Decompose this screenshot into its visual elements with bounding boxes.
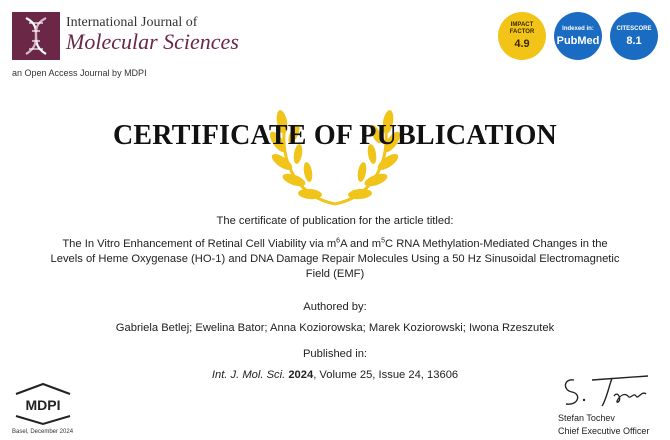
published-in-label: Published in: [302, 348, 368, 360]
citescore-label: CITESCORE [616, 25, 652, 32]
signer-role: Chief Executive Officer [558, 426, 650, 436]
mdpi-logo [12, 382, 74, 426]
authored-by-label: Authored by: [303, 301, 367, 313]
impact-factor-value: 4.9 [514, 38, 530, 50]
citation-details: , Volume 25, Issue 24, 13606 [313, 369, 459, 381]
citescore-badge [610, 12, 658, 60]
journal-tagline: an Open Access Journal by MDPI [12, 68, 147, 78]
article-title-part3: C RNA Methylation-Mediated Changes in the Levels of Heme Oxygenase (HO-1) and DNA Damage Repair Molecules Using a 50 Hz Sinusoidal Electromagnetic Field (EMF) [50, 238, 620, 280]
pubmed-label: Indexed in: [562, 25, 594, 32]
impact-factor-badge [498, 12, 546, 60]
pubmed-badge [554, 12, 602, 60]
certificate-intro: The certificate of publication for the article titled: [216, 215, 454, 227]
journal-logo [12, 12, 60, 60]
dna-helix-icon [12, 12, 60, 60]
authors-list: Gabriela Betlej; Ewelina Bator; Anna Koziorowska; Marek Koziorowski; Iwona Rzeszutek [115, 322, 555, 334]
citation-journal: Int. J. Mol. Sci. [211, 369, 286, 381]
impact-factor-label: IMPACT FACTOR [509, 22, 535, 35]
journal-name [66, 16, 239, 53]
journal-name-line1: International Journal of [66, 15, 198, 30]
journal-name-line2: Molecular Sciences [66, 29, 239, 54]
certificate-title: CERTIFICATE OF PUBLICATION [113, 120, 557, 151]
article-title-sup1: 6 [336, 237, 341, 245]
location-date: Basel, December 2024 [12, 429, 74, 435]
article-title-part1: The In Vitro Enhancement of Retinal Cell Viability via m [62, 238, 337, 250]
article-title-sup2: 5 [381, 237, 386, 245]
citation-year: 2024 [288, 369, 314, 381]
signer-name: Stefan Tochev [558, 413, 615, 423]
article-title-part2: A and m [340, 238, 382, 250]
citescore-value: 8.1 [626, 34, 642, 47]
signature-image [556, 370, 656, 414]
article-title [50, 237, 620, 282]
mdpi-logo-text: MDPI [25, 397, 61, 413]
pubmed-value: PubMed [556, 34, 600, 47]
